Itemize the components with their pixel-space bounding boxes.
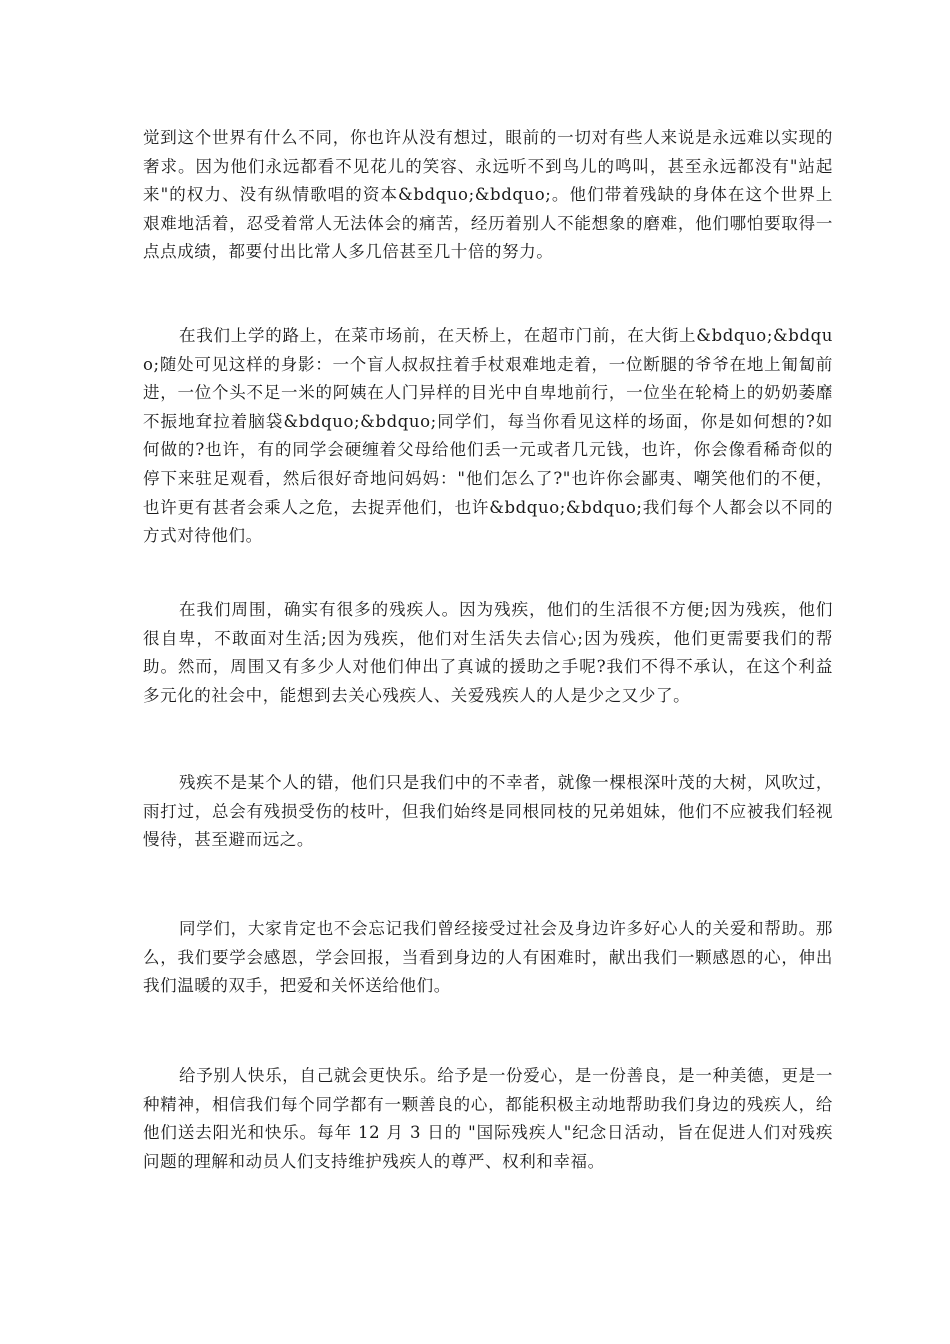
paragraph-4: 残疾不是某个人的错，他们只是我们中的不幸者，就像一棵根深叶茂的大树，风吹过，雨打过，总会有残损受伤的枝叶，但我们始终是同根同枝的兄弟姐妹，他们不应被我们轻视慢待，甚至避而远之。 (143, 773, 833, 850)
paragraph-5: 同学们，大家肯定也不会忘记我们曾经接受过社会及身边许多好心人的关爱和帮助。那么，我们要学会感恩，学会回报，当看到身边的人有困难时，献出我们一颗感恩的心，伸出我们温暖的双手，把爱和关怀送给他们。 (143, 919, 833, 996)
paragraph-1: 觉到这个世界有什么不同，你也许从没有想过，眼前的一切对有些人来说是永远难以实现的奢求。因为他们永远都看不见花儿的笑容、永远听不到鸟儿的鸣叫，甚至永远都没有"站起来"的权力、没有纵情歌唱的资本&bdquo;&bdquo;。他们带着残缺的身体在这个世界上艰难地活着，忍受着常人无法体会的痛苦，经历着别人不能想象的磨难，他们哪怕要取得一点点成绩，都要付出比常人多几倍甚至几十倍的努力。 (143, 128, 833, 262)
paragraph-3: 在我们周围，确实有很多的残疾人。因为残疾，他们的生活很不方便;因为残疾，他们很自卑，不敢面对生活;因为残疾，他们对生活失去信心;因为残疾，他们更需要我们的帮助。然而，周围又有多少人对他们伸出了真诚的援助之手呢?我们不得不承认，在这个利益多元化的社会中，能想到去关心残疾人、关爱残疾人的人是少之又少了。 (143, 600, 833, 705)
paragraph-2: 在我们上学的路上，在菜市场前，在天桥上，在超市门前，在大街上&bdquo;&bdquo;随处可见这样的身影：一个盲人叔叔拄着手杖艰难地走着，一位断腿的爷爷在地上匍匐前进，一位个头不足一米的阿姨在人门异样的目光中自卑地前行，一位坐在轮椅上的奶奶萎靡不振地耷拉着脑袋&bdquo;&bdquo;同学们，每当你看见这样的场面，你是如何想的?如何做的?也许，有的同学会硬缠着父母给他们丢一元或者几元钱，也许，你会像看稀奇似的停下来驻足观看，然后很好奇地问妈妈："他们怎么了?"也许你会鄙夷、嘲笑他们的不便，也许更有甚者会乘人之危，去捉弄他们，也许&bdquo;&bdquo;我们每个人都会以不同的方式对待他们。 (143, 326, 833, 546)
paragraph-6: 给予别人快乐，自己就会更快乐。给予是一份爱心，是一份善良，是一种美德，更是一种精神，相信我们每个同学都有一颗善良的心，都能积极主动地帮助我们身边的残疾人，给他们送去阳光和快乐。每年 12 月 3 日的 "国际残疾人"纪念日活动，旨在促进人们对残疾问题的理解和动员人们支持维护残疾人的尊严、权利和幸福。 (143, 1066, 833, 1171)
